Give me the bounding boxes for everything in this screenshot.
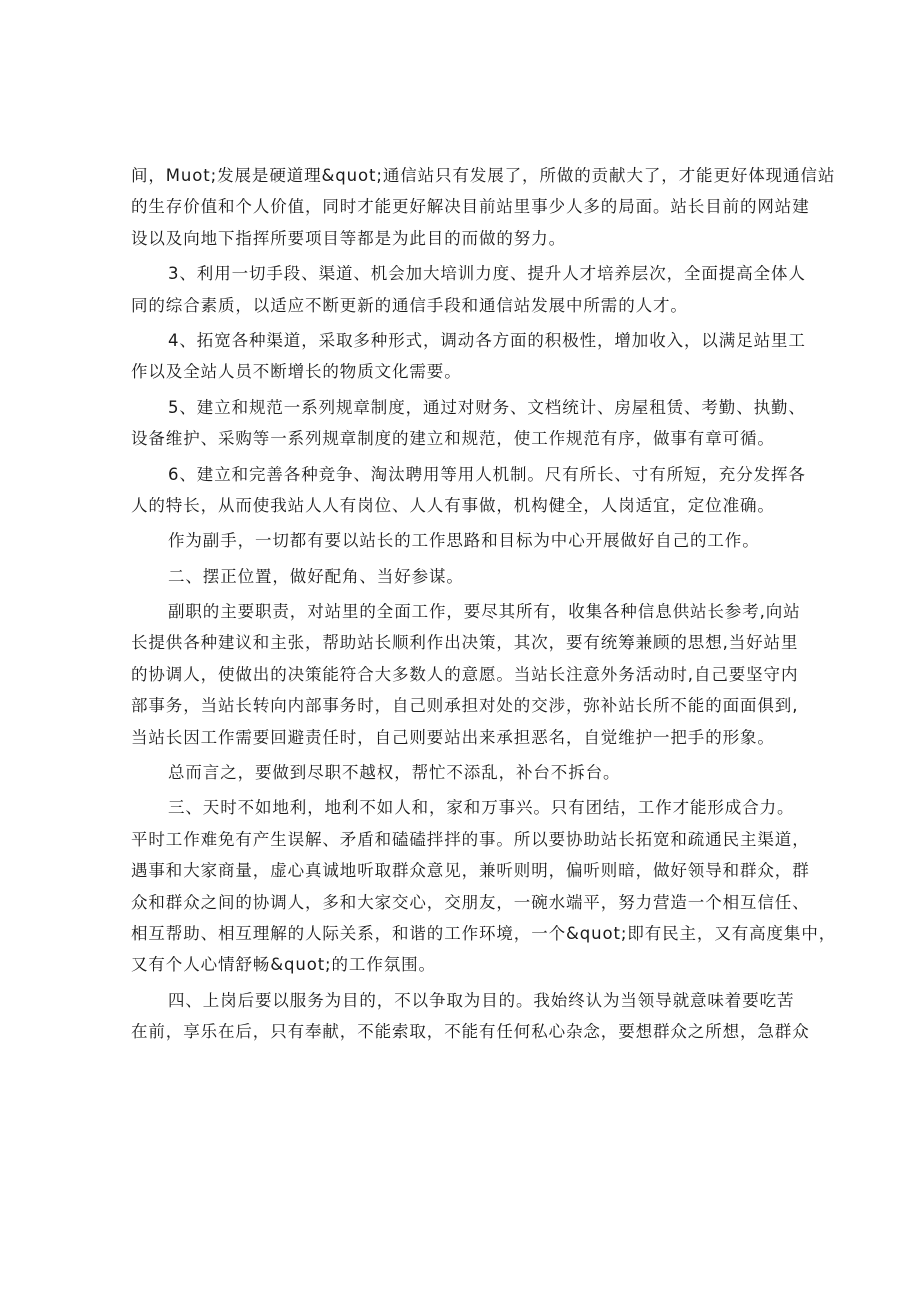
text-line: 间，Muot;发展是硬道理&quot;通信站只有发展了，所做的贡献大了，才能更好体现通信站 bbox=[131, 166, 836, 185]
text-line: 设以及向地下指挥所要项目等都是为此目的而做的努力。 bbox=[131, 228, 566, 248]
text-line: 作为副手，一切都有要以站长的工作思路和目标为中心开展做好自己的工作。 bbox=[168, 531, 760, 551]
text-line: 作以及全站人员不断增长的物质文化需要。 bbox=[131, 362, 462, 382]
text-line: 遇事和大家商量，虚心真诚地听取群众意见，兼听则明，偏听则暗，做好领导和群众，群 bbox=[131, 861, 810, 881]
text-line: 4、拓宽各种渠道，采取多种形式，调动各方面的积极性，增加收入，以满足站里工 bbox=[168, 330, 806, 350]
paragraph-7-heading bbox=[131, 561, 803, 592]
paragraph-11 bbox=[131, 985, 810, 1048]
document-body bbox=[131, 160, 837, 1052]
text-line: 副职的主要职责，对站里的全面工作，要尽其所有，收集各种信息供站长参考,向站 bbox=[168, 602, 801, 622]
paragraph-8 bbox=[131, 596, 803, 753]
text-line: 当站长因工作需要回避责任时，自己则要站出来承担恶名，自觉维护一把手的形象。 bbox=[131, 727, 775, 747]
text-line: 3、利用一切手段、渠道、机会加大培训力度、提升人才培养层次，全面提高全体人 bbox=[168, 264, 806, 284]
paragraph-5 bbox=[131, 459, 806, 522]
paragraph-6 bbox=[131, 525, 803, 556]
text-line: 的生存价值和个人价值，同时才能更好解决目前站里事少人多的局面。站长目前的网站建 bbox=[131, 197, 810, 217]
text-line: 同的综合素质，以适应不断更新的通信手段和通信站发展中所需的人才。 bbox=[131, 295, 688, 315]
paragraph-1 bbox=[131, 160, 836, 254]
text-line: 人的特长，从而使我站人人有岗位、人人有事做，机构健全，人岗适宜，定位准确。 bbox=[131, 495, 775, 515]
text-line: 总而言之，要做到尽职不越权，帮忙不添乱，补台不拆台。 bbox=[168, 763, 621, 783]
text-line: 四、上岗后要以服务为目的，不以争取为目的。我始终认为当领导就意味着要吃苦 bbox=[168, 990, 795, 1010]
paragraph-3 bbox=[131, 325, 806, 388]
paragraph-10 bbox=[131, 792, 837, 980]
text-line: 又有个人心情舒畅&quot;的工作氛围。 bbox=[131, 955, 436, 975]
paragraph-4 bbox=[131, 392, 806, 455]
paragraph-2 bbox=[131, 258, 806, 321]
text-line: 在前，享乐在后，只有奉献，不能索取，不能有任何私心杂念，要想群众之所想，急群众 bbox=[131, 1022, 810, 1042]
paragraph-9 bbox=[131, 757, 803, 788]
text-line: 设备维护、采购等一系列规章制度的建立和规范，使工作规范有序，做事有章可循。 bbox=[131, 429, 775, 449]
section-heading: 二、摆正位置，做好配角、当好参谋。 bbox=[168, 566, 464, 586]
text-line: 平时工作难免有产生误解、矛盾和磕磕拌拌的事。所以要协助站长拓宽和疏通民主渠道， bbox=[131, 829, 810, 849]
text-line: 的协调人，使做出的决策能符合大多数人的意愿。当站长注意外务活动时,自己要坚守内 bbox=[131, 664, 799, 684]
text-line: 相互帮助、相互理解的人际关系，和谐的工作环境，一个&quot;即有民主，又有高度集中， bbox=[131, 923, 837, 943]
text-line: 5、建立和规范一系列规章制度，通过对财务、文档统计、房屋租赁、考勤、执勤、 bbox=[168, 397, 806, 417]
text-line: 部事务，当站长转向内部事务时，自己则承担对处的交涉，弥补站长所不能的面面俱到, bbox=[131, 696, 799, 716]
text-line: 三、天时不如地利，地利不如人和，家和万事兴。只有团结，工作才能形成合力。 bbox=[168, 798, 795, 818]
text-line: 6、建立和完善各种竞争、淘汰聘用等用人机制。尺有所长、寸有所短，充分发挥各 bbox=[168, 464, 806, 484]
text-line: 长提供各种建议和主张，帮助站长顺利作出决策，其次，要有统筹兼顾的思想,当好站里 bbox=[131, 633, 799, 653]
text-line: 众和群众之间的协调人，多和大家交心，交朋友，一碗水端平，努力营造一个相互信任、 bbox=[131, 892, 810, 912]
